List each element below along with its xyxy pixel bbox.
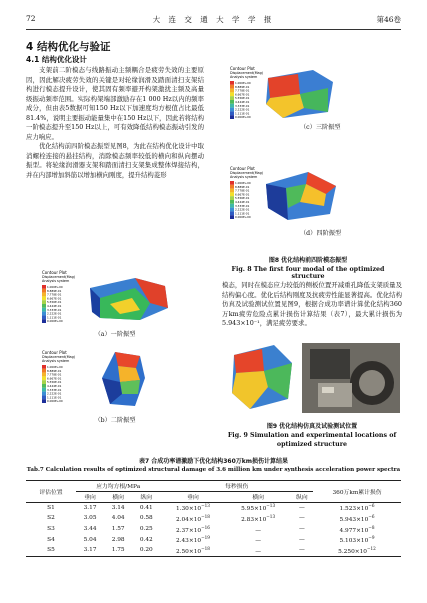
legend-swatch: [42, 376, 46, 380]
legend-swatch: [42, 289, 46, 293]
plot-subtitle: Analysis system: [42, 359, 70, 363]
legend-swatch: [42, 304, 46, 308]
table-cell: 1.75: [104, 545, 132, 556]
table-cell: S3: [47, 526, 55, 533]
legend-value: 4.444E-01: [47, 304, 62, 308]
table-cell: —: [291, 502, 313, 513]
table-cell: —: [291, 545, 313, 556]
legend-value: 7.778E-01: [47, 372, 62, 377]
table-cell: 3.14: [104, 502, 132, 513]
plot-subtitle: Analysis system: [230, 75, 258, 79]
figure-9-caption-cn: 图9 优化结构仿真及试验测试位置: [266, 423, 358, 430]
plot-subtitle: Displacement(Mag): [42, 275, 76, 279]
table-cell: $1.30\times 10^{-13}$: [160, 502, 225, 513]
table-subheader: 横向: [104, 491, 132, 502]
table-cell: $5.103\times 10^{-9}$: [339, 535, 375, 545]
table-cell: 3.17: [76, 502, 104, 513]
legend-value: 1.111E-01: [47, 315, 62, 320]
legend-swatch: [42, 373, 46, 377]
figure-9-caption-en-line1: Fig. 9 Simulation and experimental locations of: [227, 432, 397, 439]
legend-value: 8.889E-01: [47, 368, 62, 373]
paragraph: 优化结构前四阶模态振型见图8，为此在结构优化设计中取消螺栓连接的悬挂结构，消除模态频率较低的横向和纵向摆动振型。将轮缘润滑器支架和踏面清扫支架集成整体焊接结构，并在内部增加斜筋以增加横向刚度，提升结构菱形: [26, 142, 204, 180]
header-rule: [26, 29, 401, 30]
table-cell: 3.05: [83, 515, 97, 522]
legend-swatch: [42, 285, 46, 289]
table-cell: —: [226, 545, 291, 556]
plot-subtitle: Analysis system: [42, 279, 70, 283]
legend-swatch: [42, 293, 46, 297]
table-cell: —: [298, 536, 305, 543]
section-title: 4 结构优化与验证: [26, 41, 111, 53]
table-cell: S2: [47, 515, 55, 522]
journal-name: 大 连 交 通 大 学 学 报: [152, 15, 275, 24]
legend-swatch: [42, 300, 46, 304]
plot-subtitle: Displacement(Mag): [230, 71, 264, 75]
table-row: [26, 502, 401, 513]
contour-plot-mode-1: [40, 268, 185, 326]
table-row: [26, 524, 401, 535]
legend-value: 8.889E-01: [235, 184, 250, 189]
table-header: 360万km累计损伤: [313, 481, 401, 503]
legend-value: 1.000E+00: [47, 285, 63, 289]
table-cell: 5.04: [83, 536, 97, 543]
panel-label: （b）二阶振型: [94, 417, 136, 424]
contour-plot-mode-4: [228, 164, 388, 224]
legend-swatch: [230, 115, 234, 119]
table-cell: $2.04\times 10^{-18}$: [175, 513, 210, 523]
legend-value: 3.333E-01: [235, 203, 250, 208]
table-cell: 2.98: [111, 536, 125, 543]
page-number: 72: [26, 14, 36, 23]
table-cell: 1.57: [111, 526, 125, 533]
legend-value: 2.222E-01: [235, 107, 250, 112]
table-cell: $2.50\times 10^{-18}$: [160, 545, 225, 556]
table-subheader: 横向: [226, 491, 291, 502]
plot-title: Contour Plot: [230, 66, 255, 71]
right-column-text: [222, 281, 402, 329]
legend-value: 2.222E-01: [235, 207, 250, 212]
legend-swatch: [230, 204, 234, 208]
legend-swatch: [42, 399, 46, 403]
legend-value: 4.444E-01: [235, 200, 250, 204]
figure-9-caption-en-line2: optimized structure: [276, 441, 348, 448]
table-cell: $5.943\times 10^{-6}$: [339, 513, 375, 523]
table-cell: S1: [26, 502, 76, 513]
legend-value: 2.222E-01: [47, 391, 62, 396]
legend-value: 7.778E-01: [47, 292, 62, 297]
legend-swatch: [230, 96, 234, 100]
table-cell: $2.43\times 10^{-19}$: [175, 535, 210, 545]
figure-9-images: [222, 343, 402, 413]
table-cell: S4: [47, 536, 55, 543]
table-cell: —: [255, 527, 262, 534]
legend-value: 7.778E-01: [235, 88, 250, 93]
legend-value: 8.889E-01: [235, 84, 250, 89]
table-cell: $2.83\times 10^{-13}$: [241, 513, 276, 523]
left-column-text: [26, 66, 204, 181]
table-cell: 4.04: [111, 515, 125, 522]
plot-subtitle: Displacement(Mag): [42, 355, 76, 359]
table-cell: 0.42: [139, 536, 153, 543]
table-row: [26, 545, 401, 556]
table-subheader: 垂向: [160, 491, 225, 502]
legend-value: 1.111E-01: [47, 395, 62, 400]
table-cell: $2.37\times 10^{-16}$: [175, 524, 210, 534]
legend-value: 8.889E-01: [47, 288, 62, 293]
volume-label: 第46卷: [376, 15, 401, 24]
table-cell: $1.523\times 10^{-6}$: [313, 502, 401, 513]
table-cell: 3.17: [76, 545, 104, 556]
legend-value: 0.000E+00: [235, 115, 251, 120]
table-subheader: 垂向: [76, 491, 104, 502]
legend-swatch: [42, 308, 46, 312]
legend-value: 2.222E-01: [47, 311, 62, 316]
legend-swatch: [230, 200, 234, 204]
legend-value: 3.333E-01: [47, 307, 62, 312]
legend-swatch: [230, 104, 234, 108]
legend-swatch: [230, 81, 234, 85]
figure-8-caption-en: Fig. 8 The first four modal of the optimized structure: [231, 266, 385, 280]
legend-value: 6.667E-01: [235, 192, 250, 197]
legend-swatch: [42, 296, 46, 300]
legend-value: 7.778E-01: [235, 188, 250, 193]
table-header: 每秒损伤: [160, 481, 313, 492]
legend-value: 1.000E+00: [235, 181, 251, 185]
table-cell: 0.58: [139, 515, 153, 522]
legend-swatch: [230, 85, 234, 89]
plot-title: Contour Plot: [42, 350, 67, 355]
legend-swatch: [42, 388, 46, 392]
legend-swatch: [230, 181, 234, 185]
table-row: [26, 534, 401, 545]
table-cell: 3.44: [83, 526, 97, 533]
panel-label: （c）三阶振型: [300, 124, 341, 131]
contour-legend: [230, 81, 251, 119]
contour-legend: [42, 365, 63, 403]
table-cell: 0.20: [132, 545, 160, 556]
table-cell: —: [298, 515, 305, 522]
figure-8-caption-cn: 图8 优化结构前四阶模态振型: [268, 257, 348, 264]
contour-plot-mode-2: [40, 348, 185, 412]
table-cell: —: [298, 526, 305, 533]
legend-value: 5.556E-01: [47, 300, 62, 305]
plot-title: Contour Plot: [42, 270, 67, 275]
legend-value: 6.667E-01: [47, 376, 62, 381]
legend-value: 3.333E-01: [47, 387, 62, 392]
legend-swatch: [42, 312, 46, 316]
plot-title: Contour Plot: [230, 166, 255, 171]
legend-swatch: [230, 189, 234, 193]
legend-swatch: [230, 92, 234, 96]
legend-value: 5.556E-01: [47, 380, 62, 385]
contour-plot-mode-3: [228, 64, 388, 122]
legend-swatch: [230, 208, 234, 212]
legend-value: 6.667E-01: [235, 92, 250, 97]
legend-swatch: [42, 365, 46, 369]
table-subheader: 纵向: [291, 491, 313, 502]
legend-value: 0.000E+00: [235, 215, 251, 220]
legend-value: 1.111E-01: [235, 211, 250, 216]
contour-legend: [230, 181, 251, 219]
legend-value: 5.556E-01: [235, 196, 250, 201]
table-7-title-cn: 表7 合成功率谱激励下优化结构360万km损伤计算结果: [138, 458, 289, 465]
legend-swatch: [230, 108, 234, 112]
table-header: 应力均方根/MPa: [76, 481, 160, 492]
table-header: 评估位置: [26, 481, 76, 503]
legend-swatch: [42, 395, 46, 399]
table-subheader: 纵向: [132, 491, 160, 502]
table-7-title-en: Tab.7 Calculation results of optimized structural damage of 3.6 million km under synthesis acceleration power spectra: [26, 467, 401, 473]
subsection-title: 4.1 结构优化设计: [26, 55, 87, 64]
legend-swatch: [230, 215, 234, 219]
legend-swatch: [230, 211, 234, 215]
legend-swatch: [230, 196, 234, 200]
legend-value: 5.556E-01: [235, 96, 250, 101]
legend-swatch: [230, 100, 234, 104]
table-cell: 0.25: [139, 526, 153, 533]
contour-legend: [42, 285, 63, 323]
legend-value: 3.333E-01: [235, 103, 250, 108]
legend-swatch: [42, 315, 46, 319]
legend-swatch: [42, 380, 46, 384]
legend-swatch: [230, 89, 234, 93]
table-row: [26, 513, 401, 524]
paragraph: 支架前二阶模态与线路振动主频耦合是疲劳失效的主要原因，因此解决疲劳失效的关键是对轮缘润滑及踏面清扫支架结构进行模态提升设计，使其固有频率避开构架激扰主频及高量级振动频率范围。实际构架端部激励存在1 000 Hz以内的频率成分，但由表5数据可知150 Hz以下加速度均方根值占比最低81.4%，说明主要振动能量集中在150 Hz以下，因此若将结构一阶模态提升至150 Hz以上，可有效降低结构模态振动引发的应力响应。: [26, 66, 204, 141]
paragraph: 模态，同时在模态应力较低的侧板位置开减重孔降低支架质量及结构偏心度。优化后结构刚度及抗疲劳性能显著提高。优化结构仿真及试验测试位置见图9，根据合成功率谱计算优化结构360万km疲劳危险点累计损伤计算结果（表7），最大累计损伤为5.943×10⁻¹，满足疲劳要求。: [222, 281, 402, 328]
legend-value: 4.444E-01: [47, 384, 62, 388]
legend-value: 6.667E-01: [47, 296, 62, 301]
legend-swatch: [42, 319, 46, 323]
legend-value: 4.444E-01: [235, 100, 250, 104]
table-cell: $5.250\times 10^{-12}$: [313, 545, 401, 556]
plot-subtitle: Analysis system: [230, 175, 258, 179]
panel-label: （d）四阶振型: [300, 230, 342, 237]
legend-swatch: [230, 192, 234, 196]
legend-swatch: [230, 185, 234, 189]
legend-swatch: [42, 384, 46, 388]
table-cell: —: [255, 538, 262, 545]
plot-subtitle: Displacement(Mag): [230, 171, 264, 175]
panel-label: （a）一阶振型: [94, 331, 136, 338]
table-cell: 0.41: [132, 502, 160, 513]
table-7: [26, 480, 401, 557]
running-header: [26, 14, 401, 26]
legend-swatch: [42, 392, 46, 396]
legend-value: 0.000E+00: [47, 399, 63, 404]
legend-value: 1.111E-01: [235, 111, 250, 116]
legend-value: 1.000E+00: [235, 81, 251, 85]
legend-value: 0.000E+00: [47, 319, 63, 324]
table-cell: S5: [26, 545, 76, 556]
table-cell: $5.95\times 10^{-13}$: [226, 502, 291, 513]
legend-swatch: [42, 369, 46, 373]
table-cell: $4.977\times 10^{-8}$: [339, 524, 375, 534]
legend-value: 1.000E+00: [47, 365, 63, 369]
legend-swatch: [230, 111, 234, 115]
